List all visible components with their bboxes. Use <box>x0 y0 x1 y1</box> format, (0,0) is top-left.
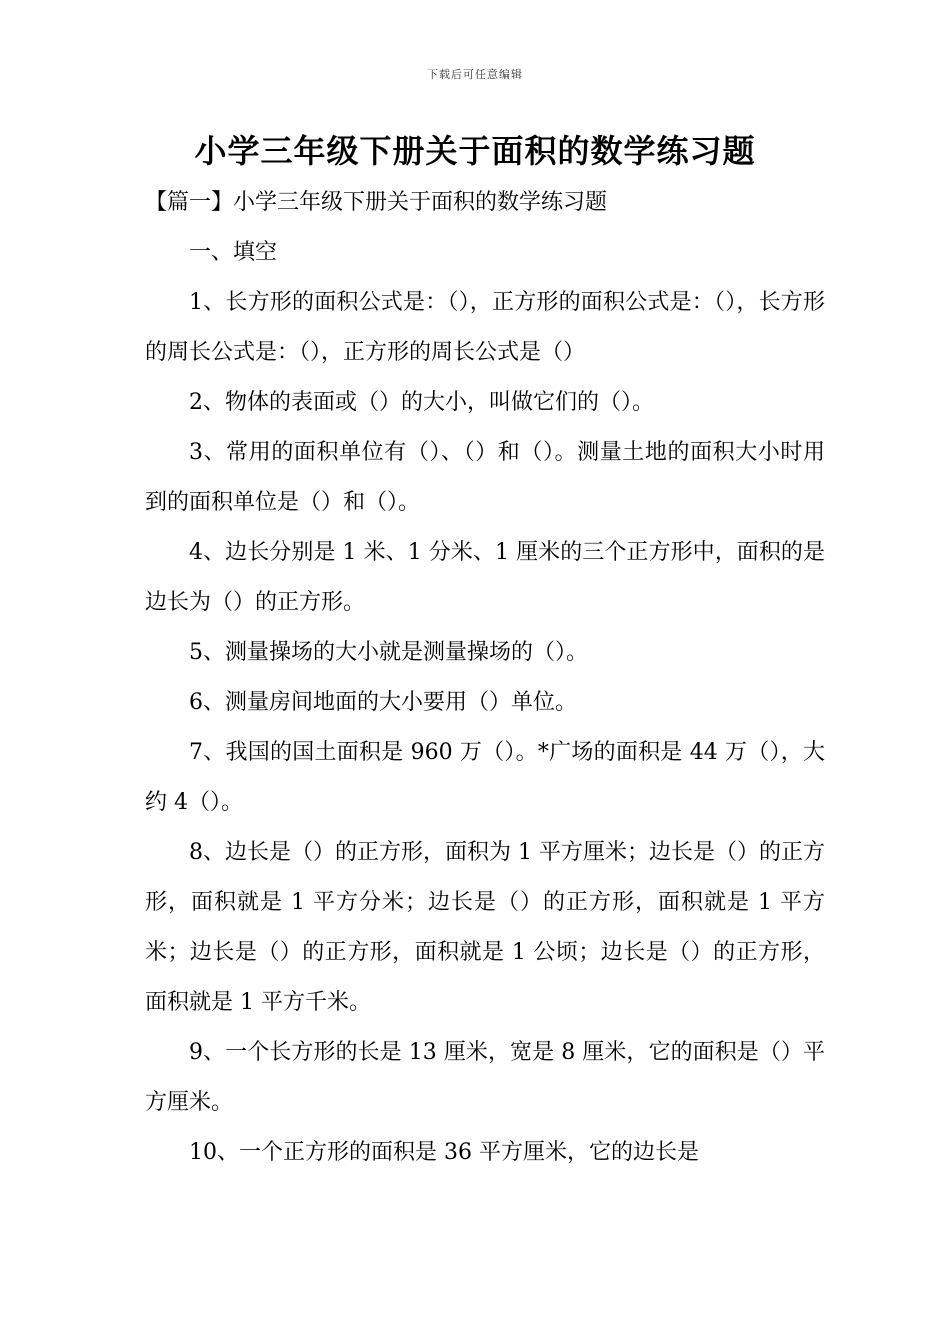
subsection-heading: 一、填空 <box>189 240 278 265</box>
question-10: 10、一个正方形的面积是 36 平方厘米，它的边长是 <box>189 1140 699 1165</box>
section-label: 【篇一】小学三年级下册关于面积的数学练习题 <box>145 190 608 215</box>
question-6: 6、测量房间地面的大小要用（）单位。 <box>189 690 577 715</box>
question-4: 4、边长分别是 1 米、1 分米、1 厘米的三个正方形中，面积的是边长为（）的正方形。 <box>145 540 825 615</box>
question-9: 9、一个长方形的长是 13 厘米，宽是 8 厘米，它的面积是（）平方厘米。 <box>145 1040 825 1115</box>
document-body <box>145 178 825 1178</box>
question-8: 8、边长是（）的正方形，面积为 1 平方厘米；边长是（）的正方形，面积就是 1 平方分米；边长是（）的正方形，面积就是 1 平方米；边长是（）的正方形，面积就是 1 公顷；边长是（）的正方形，面积就是 1 平方千米。 <box>145 840 825 1015</box>
header-note: 下载后可任意编辑 <box>427 68 523 81</box>
question-5: 5、测量操场的大小就是测量操场的（）。 <box>189 640 588 665</box>
question-1: 1、长方形的面积公式是：（），正方形的面积公式是：（），长方形的周长公式是：（），正方形的周长公式是（） <box>145 290 825 365</box>
question-2: 2、物体的表面或（）的大小，叫做它们的（）。 <box>189 390 654 415</box>
document-title: 小学三年级下册关于面积的数学练习题 <box>194 132 756 170</box>
question-3: 3、常用的面积单位有（）、（）和（）。测量土地的面积大小时用到的面积单位是（）和（）。 <box>145 440 825 515</box>
question-7: 7、我国的国土面积是 960 万（）。*广场的面积是 44 万（），大约 4（）。 <box>145 740 825 815</box>
